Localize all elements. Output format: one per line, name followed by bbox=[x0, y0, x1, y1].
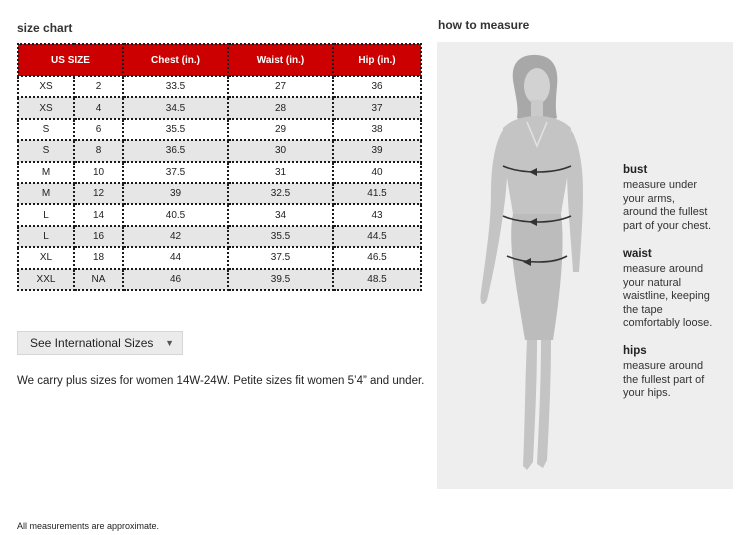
cell-hip: 41.5 bbox=[333, 183, 421, 204]
cell-letter: L bbox=[18, 226, 74, 247]
international-sizes-dropdown[interactable] bbox=[17, 331, 183, 355]
cell-letter: L bbox=[18, 204, 74, 225]
cell-letter: XL bbox=[18, 247, 74, 268]
table-row bbox=[18, 76, 421, 97]
dropdown-label: See International Sizes bbox=[30, 336, 154, 350]
measure-bust bbox=[623, 164, 711, 233]
cell-number: 6 bbox=[74, 119, 123, 140]
table-row bbox=[18, 247, 421, 268]
sizes-note: We carry plus sizes for women 14W-24W. Petite sizes fit women 5’4” and under. bbox=[17, 375, 425, 387]
how-to-measure-title: how to measure bbox=[438, 18, 530, 32]
cell-letter: S bbox=[18, 119, 74, 140]
cell-waist: 35.5 bbox=[228, 226, 333, 247]
measure-waist-heading: waist bbox=[623, 248, 652, 260]
cell-letter: XXL bbox=[18, 269, 74, 290]
cell-hip: 48.5 bbox=[333, 269, 421, 290]
cell-number: 14 bbox=[74, 204, 123, 225]
cell-chest: 40.5 bbox=[123, 204, 228, 225]
measure-hips-heading: hips bbox=[623, 345, 647, 357]
cell-number: 2 bbox=[74, 76, 123, 97]
cell-hip: 38 bbox=[333, 119, 421, 140]
cell-number: 18 bbox=[74, 247, 123, 268]
cell-hip: 36 bbox=[333, 76, 421, 97]
size-table-header-row bbox=[18, 44, 421, 76]
cell-waist: 39.5 bbox=[228, 269, 333, 290]
cell-waist: 29 bbox=[228, 119, 333, 140]
cell-letter: S bbox=[18, 140, 74, 161]
cell-number: 8 bbox=[74, 140, 123, 161]
cell-waist: 34 bbox=[228, 204, 333, 225]
cell-number: 12 bbox=[74, 183, 123, 204]
header-waist: Waist (in.) bbox=[228, 44, 333, 76]
header-chest: Chest (in.) bbox=[123, 44, 228, 76]
cell-letter: XS bbox=[18, 76, 74, 97]
cell-chest: 33.5 bbox=[123, 76, 228, 97]
table-row bbox=[18, 204, 421, 225]
header-hip: Hip (in.) bbox=[333, 44, 421, 76]
measure-waist-description: measure around your natural waistline, keeping the tape comfortably loose. bbox=[623, 263, 713, 329]
table-row bbox=[18, 119, 421, 140]
cell-waist: 30 bbox=[228, 140, 333, 161]
measure-hips-description: measure around the fullest part of your hips. bbox=[623, 360, 705, 399]
cell-chest: 36.5 bbox=[123, 140, 228, 161]
table-row bbox=[18, 140, 421, 161]
measure-waist bbox=[623, 248, 712, 331]
cell-chest: 34.5 bbox=[123, 97, 228, 118]
cell-number: 16 bbox=[74, 226, 123, 247]
cell-hip: 37 bbox=[333, 97, 421, 118]
cell-hip: 44.5 bbox=[333, 226, 421, 247]
triangle-down-icon: ▼ bbox=[165, 338, 174, 348]
how-to-measure-panel bbox=[437, 42, 733, 489]
cell-number: NA bbox=[74, 269, 123, 290]
cell-letter: XS bbox=[18, 97, 74, 118]
cell-waist: 28 bbox=[228, 97, 333, 118]
cell-number: 4 bbox=[74, 97, 123, 118]
table-row bbox=[18, 97, 421, 118]
cell-chest: 46 bbox=[123, 269, 228, 290]
cell-hip: 40 bbox=[333, 162, 421, 183]
cell-letter: M bbox=[18, 183, 74, 204]
table-row bbox=[18, 162, 421, 183]
header-us-size: US SIZE bbox=[18, 44, 123, 76]
measure-bust-heading: bust bbox=[623, 164, 648, 176]
cell-waist: 27 bbox=[228, 76, 333, 97]
cell-chest: 44 bbox=[123, 247, 228, 268]
cell-waist: 32.5 bbox=[228, 183, 333, 204]
cell-letter: M bbox=[18, 162, 74, 183]
cell-chest: 39 bbox=[123, 183, 228, 204]
cell-waist: 31 bbox=[228, 162, 333, 183]
size-chart-title: size chart bbox=[17, 21, 73, 35]
cell-hip: 46.5 bbox=[333, 247, 421, 268]
measure-bust-description: measure under your arms, around the fullest part of your chest. bbox=[623, 179, 712, 232]
table-row bbox=[18, 269, 421, 290]
cell-chest: 42 bbox=[123, 226, 228, 247]
cell-chest: 35.5 bbox=[123, 119, 228, 140]
measurements-footnote: All measurements are approximate. bbox=[17, 521, 160, 531]
size-chart-table bbox=[17, 43, 422, 291]
table-row bbox=[18, 226, 421, 247]
table-row bbox=[18, 183, 421, 204]
cell-hip: 39 bbox=[333, 140, 421, 161]
measure-hips bbox=[623, 345, 704, 401]
cell-hip: 43 bbox=[333, 204, 421, 225]
cell-number: 10 bbox=[74, 162, 123, 183]
cell-waist: 37.5 bbox=[228, 247, 333, 268]
cell-chest: 37.5 bbox=[123, 162, 228, 183]
